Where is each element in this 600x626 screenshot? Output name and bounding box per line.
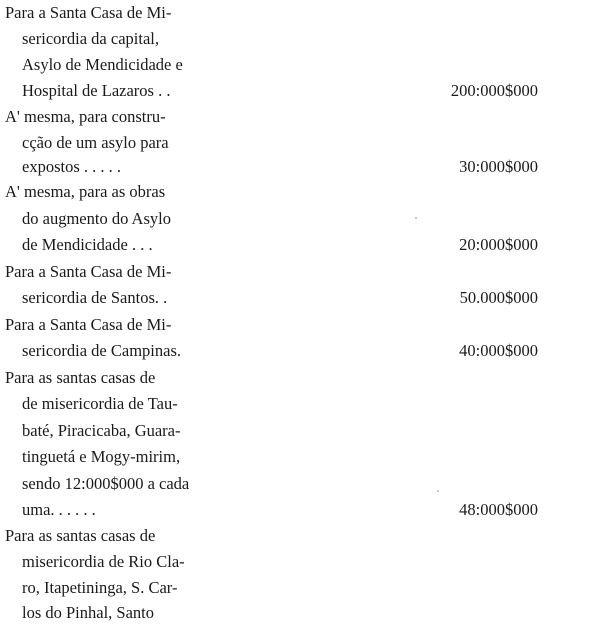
entry-4-line-1: Para a Santa Casa de Mi-	[5, 262, 172, 281]
entry-5-line-2: sericordia de Campinas.	[22, 341, 181, 360]
entry-1-line-2: sericordia da capital,	[22, 29, 159, 48]
entry-1-line-1: Para a Santa Casa de Mi-	[5, 3, 172, 22]
entry-2-amount: 30:000$000	[459, 157, 538, 176]
scan-speck	[415, 217, 417, 219]
entry-6-line-6: uma. . . . . .	[22, 500, 96, 519]
entry-7-line-4: los do Pinhal, Santo	[22, 603, 155, 622]
entry-6-line-1: Para as santas casas de	[5, 368, 156, 387]
entry-6-line-5: sendo 12:000$000 a cada	[22, 474, 190, 493]
entry-6-line-3: baté, Piracicaba, Guara-	[22, 421, 181, 440]
entry-7-line-1: Para as santas casas de	[5, 526, 156, 545]
entry-4-amount: 50.000$000	[459, 288, 538, 307]
entry-1-line-3: Asylo de Mendicidade e	[22, 55, 183, 74]
entry-2-line-2: cção de um asylo para	[22, 133, 169, 152]
entry-6-amount: 48:000$000	[459, 500, 538, 519]
entry-2-line-3: expostos . . . . .	[22, 157, 121, 176]
entry-3-line-2: do augmento do Asylo	[22, 209, 171, 228]
entry-2-line-1: A' mesma, para constru-	[5, 107, 166, 126]
scan-speck	[437, 490, 439, 492]
entry-7-line-3: ro, Itapetininga, S. Car-	[22, 578, 178, 597]
entry-3-amount: 20:000$000	[459, 235, 538, 254]
entry-4-line-2: sericordia de Santos. .	[22, 288, 168, 307]
entry-1-amount: 200:000$000	[450, 81, 538, 100]
entry-5-line-1: Para a Santa Casa de Mi-	[5, 315, 172, 334]
entry-7-line-2: misericordia de Rio Cla-	[22, 552, 185, 571]
entry-6-line-4: tinguetá e Mogy-mirim,	[22, 447, 181, 466]
entry-3-line-3: de Mendicidade . . .	[22, 235, 153, 254]
entry-6-line-2: de misericordia de Tau-	[22, 394, 178, 413]
entry-5-amount: 40:000$000	[459, 341, 538, 360]
entry-1-line-4: Hospital de Lazaros . .	[22, 81, 171, 100]
entry-3-line-1: A' mesma, para as obras	[5, 182, 166, 201]
